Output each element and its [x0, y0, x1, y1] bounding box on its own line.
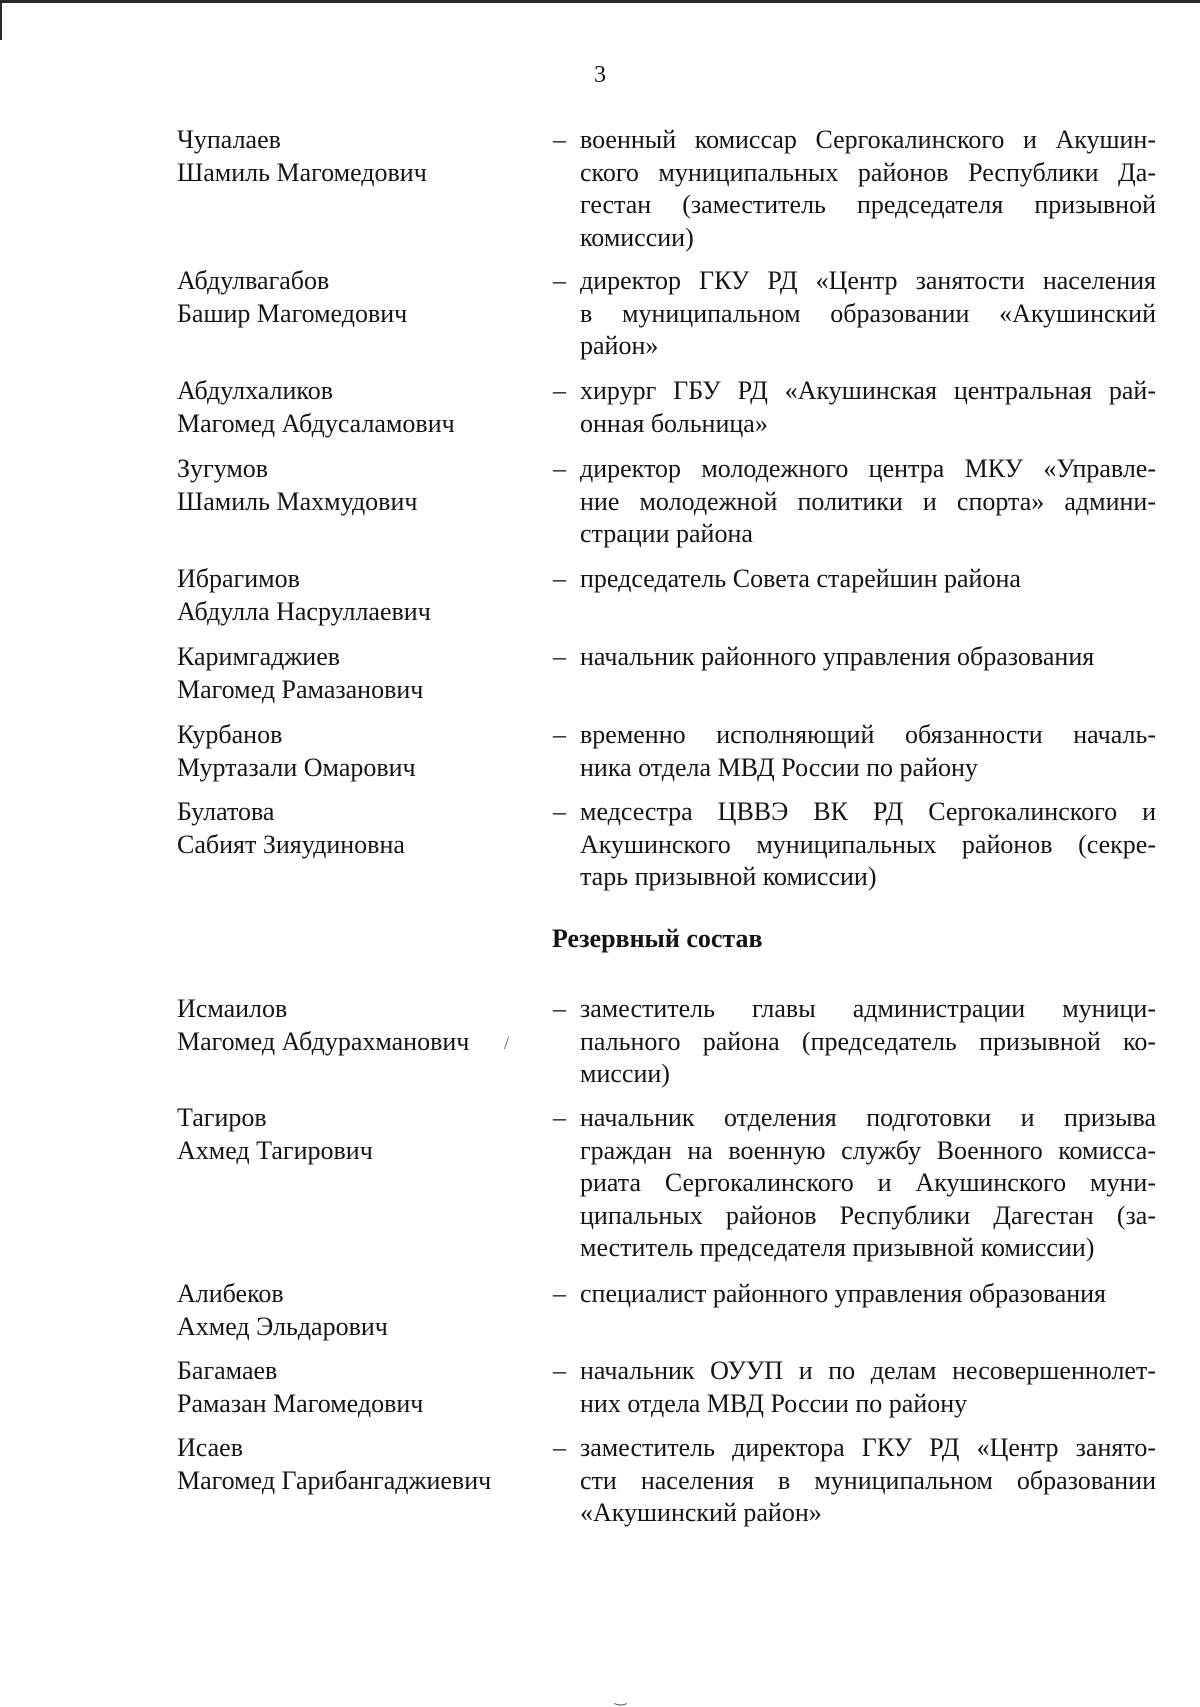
member-given-names: Ахмед Эльдарович [177, 1311, 388, 1341]
dash-separator: – [553, 125, 566, 154]
dash-separator: – [553, 454, 566, 483]
position-line: страции района [580, 519, 753, 548]
dash-separator: – [553, 1433, 566, 1462]
position-line: сти населения в муниципальном образовании [580, 1465, 1156, 1495]
member-given-names: Шамиль Магомедович [177, 157, 427, 187]
position-line: ского муниципальных районов Республики Да- [580, 157, 1156, 187]
member-position [580, 124, 1156, 254]
member-given-names: Ахмед Тагирович [177, 1135, 373, 1165]
member-name [177, 1355, 557, 1420]
position-line: ние молодежной политики и спорта» админи- [580, 486, 1156, 516]
member-name [177, 1432, 557, 1497]
member-given-names: Магомед Абдурахманович [177, 1026, 470, 1056]
position-line: в муниципальном образовании «Акушинский [580, 298, 1156, 328]
member-position [580, 993, 1156, 1091]
dash-separator: – [553, 994, 566, 1023]
member-position [580, 719, 1156, 784]
position-line: председатель Совета старейшин района [580, 564, 1021, 593]
member-name [177, 641, 557, 706]
member-surname: Багамаев [177, 1356, 278, 1385]
member-position [580, 641, 1156, 674]
member-surname: Абдулвагабов [177, 266, 330, 295]
position-line: пального района (председатель призывной ко- [580, 1026, 1156, 1056]
position-line: директор молодежного центра МКУ «Управле- [580, 454, 1156, 483]
dash-separator: – [553, 266, 566, 295]
member-surname: Чупалаев [177, 125, 281, 154]
member-surname: Исаев [177, 1433, 243, 1462]
member-given-names: Абдулла Насруллаевич [177, 596, 431, 626]
member-surname: Ибрагимов [177, 564, 300, 593]
position-line: начальник отделения подготовки и призыва [580, 1103, 1156, 1132]
member-surname: Булатова [177, 797, 275, 826]
position-line: ника отдела МВД России по району [580, 752, 978, 782]
member-name [177, 124, 557, 189]
member-name [177, 719, 557, 784]
position-line: онная больница» [580, 408, 768, 438]
member-position [580, 265, 1156, 363]
member-given-names: Шамиль Махмудович [177, 486, 418, 516]
position-line: гестан (заместитель председателя призывной [580, 190, 1156, 219]
scan-left-edge [0, 0, 2, 40]
dash-separator: – [553, 720, 566, 749]
member-position [580, 1102, 1156, 1265]
position-line: миссии) [580, 1059, 670, 1088]
member-name [177, 563, 557, 628]
dash-separator: – [553, 1103, 566, 1132]
member-given-names: Муртазали Омарович [177, 752, 416, 782]
member-position [580, 1432, 1156, 1530]
member-given-names: Магомед Абдусаламович [177, 408, 455, 438]
member-surname: Алибеков [177, 1279, 284, 1308]
position-line: «Акушинский район» [580, 1498, 822, 1527]
member-position [580, 375, 1156, 440]
member-name [177, 1278, 557, 1343]
member-given-names: Башир Магомедович [177, 298, 408, 328]
member-surname: Курбанов [177, 720, 283, 749]
position-line: хирург ГБУ РД «Акушинская центральная рай- [580, 376, 1156, 405]
dash-separator: – [553, 376, 566, 405]
member-given-names: Рамазан Магомедович [177, 1388, 424, 1418]
position-line: район» [580, 331, 659, 360]
member-position [580, 453, 1156, 551]
position-line: комиссии) [580, 222, 694, 252]
position-line: временно исполняющий обязанности началь- [580, 720, 1156, 749]
position-line: директор ГКУ РД «Центр занятости населения [580, 266, 1156, 295]
position-line: начальник ОУУП и по делам несовершеннолет- [580, 1356, 1156, 1385]
reserve-section-heading: Резервный состав [552, 924, 763, 953]
position-line: специалист районного управления образования [580, 1279, 1107, 1308]
member-position [580, 796, 1156, 894]
member-given-names: Магомед Рамазанович [177, 674, 424, 704]
position-line: меститель председателя призывной комиссии) [580, 1233, 1095, 1262]
position-line: риата Сергокалинского и Акушинского муни- [580, 1168, 1156, 1197]
member-name [177, 375, 557, 440]
member-name [177, 1102, 557, 1167]
dash-separator: – [553, 642, 566, 671]
position-line: заместитель главы администрации муници- [580, 994, 1156, 1023]
scan-top-edge [0, 0, 1200, 3]
position-line: граждан на военную службу Военного комисса- [580, 1135, 1156, 1165]
member-name [177, 453, 557, 518]
position-line: ципальных районов Республики Дагестан (за- [580, 1200, 1156, 1230]
member-position [580, 1278, 1156, 1311]
position-line: военный комиссар Сергокалинского и Акушин- [580, 125, 1156, 154]
member-given-names: Сабият Зияудиновна [177, 829, 405, 859]
member-name [177, 993, 557, 1058]
position-line: тарь призывной комиссии) [580, 862, 877, 891]
member-surname: Зугумов [177, 454, 269, 483]
position-line: заместитель директора ГКУ РД «Центр занято- [580, 1433, 1156, 1462]
scan-smudge: ‿ [615, 1691, 627, 1706]
member-position [580, 1355, 1156, 1420]
member-surname: Исмаилов [177, 994, 288, 1023]
dash-separator: – [553, 564, 566, 593]
position-line: медсестра ЦВВЭ ВК РД Сергокалинского и [580, 797, 1156, 826]
position-line: Акушинского муниципальных районов (секре- [580, 829, 1156, 859]
member-surname: Тагиров [177, 1103, 267, 1132]
position-line: начальник районного управления образования [580, 642, 1095, 671]
dash-separator: – [553, 1279, 566, 1308]
member-surname: Каримгаджиев [177, 642, 341, 671]
dash-separator: – [553, 1356, 566, 1385]
pen-mark: / [504, 1033, 510, 1053]
member-surname: Абдулхаликов [177, 376, 333, 405]
page-number: 3 [594, 62, 606, 88]
position-line: них отдела МВД России по району [580, 1388, 968, 1418]
member-position [580, 563, 1156, 596]
member-name [177, 265, 557, 330]
member-name [177, 796, 557, 861]
dash-separator: – [553, 797, 566, 826]
member-given-names: Магомед Гарибангаджиевич [177, 1465, 492, 1495]
